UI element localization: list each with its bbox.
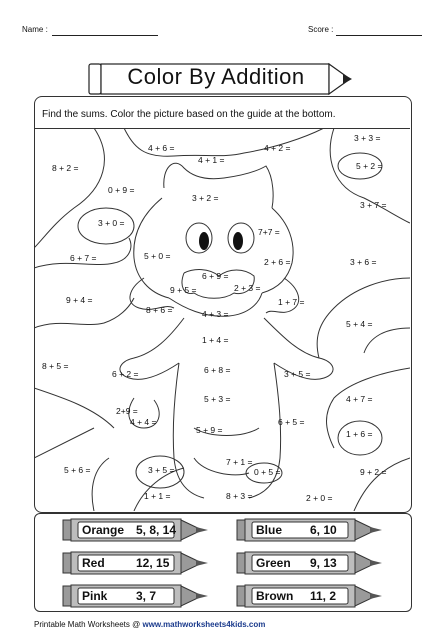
footer bbox=[34, 620, 265, 629]
equation-label: 4 + 3 = bbox=[202, 309, 229, 319]
equation-label: 8 + 6 = bbox=[146, 305, 173, 315]
equation-label: 3 + 0 = bbox=[98, 218, 125, 228]
name-field[interactable] bbox=[52, 26, 158, 36]
equation-label: 4 + 2 = bbox=[264, 143, 291, 153]
equation-label: 7 + 1 = bbox=[226, 457, 253, 467]
crayon-color-name: Brown bbox=[256, 589, 294, 603]
equation-label: 2 + 3 = bbox=[234, 283, 261, 293]
equation-label: 3 + 5 = bbox=[148, 465, 175, 475]
left-eye bbox=[199, 232, 209, 250]
region-outline bbox=[92, 458, 109, 511]
region-outline bbox=[34, 388, 114, 428]
equation-label: 2 + 0 = bbox=[306, 493, 333, 503]
crayon-color-name: Red bbox=[82, 556, 105, 570]
equation-label: 5 + 9 = bbox=[196, 425, 223, 435]
region-outline bbox=[34, 128, 104, 248]
equation-label: 3 + 2 = bbox=[192, 193, 219, 203]
region-outline bbox=[34, 428, 94, 458]
equation-label: 9 + 2 = bbox=[360, 467, 387, 477]
equation-label: 0 + 5 = bbox=[254, 467, 281, 477]
region-outline bbox=[364, 328, 410, 353]
equation-label: 5 + 4 = bbox=[346, 319, 373, 329]
equation-label: 8 + 2 = bbox=[52, 163, 79, 173]
equation-label: 4 + 4 = bbox=[130, 417, 157, 427]
score-label: Score : bbox=[308, 25, 334, 34]
equation-label: 3 + 7 = bbox=[360, 200, 387, 210]
equation-label: 7+7 = bbox=[258, 227, 280, 237]
equation-label: 6 + 7 = bbox=[70, 253, 97, 263]
instructions: Find the sums. Color the picture based on the guide at the bottom. bbox=[42, 109, 336, 120]
equation-label: 1 + 1 = bbox=[144, 491, 171, 501]
equation-label: 6 + 5 = bbox=[278, 417, 305, 427]
crayon-numbers: 3, 7 bbox=[136, 589, 157, 603]
right-eye bbox=[233, 232, 243, 250]
crayon-color-name: Orange bbox=[82, 523, 125, 537]
score-field[interactable] bbox=[336, 26, 422, 36]
region-outline bbox=[317, 278, 410, 358]
crayon-color-name: Blue bbox=[256, 523, 283, 537]
equation-label: 4 + 7 = bbox=[346, 394, 373, 404]
region-outline bbox=[354, 458, 410, 511]
name-label: Name : bbox=[22, 25, 48, 34]
page-title: Color By Addition bbox=[127, 64, 305, 89]
equation-label: 1 + 7 = bbox=[278, 297, 305, 307]
equation-label: 5 + 6 = bbox=[64, 465, 91, 475]
equation-label: 2 + 6 = bbox=[264, 257, 291, 267]
equation-label: 3 + 3 = bbox=[354, 133, 381, 143]
crayon-numbers: 11, 2 bbox=[310, 589, 337, 603]
equation-label: 8 + 3 = bbox=[226, 491, 253, 501]
equation-label: 8 + 5 = bbox=[42, 361, 69, 371]
equation-label: 3 + 5 = bbox=[284, 369, 311, 379]
equation-label: 2+9 = bbox=[116, 406, 138, 416]
equation-label: 5 + 0 = bbox=[144, 251, 171, 261]
footer-url[interactable]: www.mathworksheets4kids.com bbox=[142, 620, 266, 629]
crayon-numbers: 5, 8, 14 bbox=[136, 523, 177, 537]
equation-label: 6 + 8 = bbox=[204, 365, 231, 375]
equation-label: 4 + 1 = bbox=[198, 155, 225, 165]
crayon-numbers: 12, 15 bbox=[136, 556, 170, 570]
equation-label: 1 + 6 = bbox=[346, 429, 373, 439]
equation-label: 4 + 6 = bbox=[148, 143, 175, 153]
crayon-numbers: 9, 13 bbox=[310, 556, 337, 570]
equation-label: 6 + 2 = bbox=[112, 369, 139, 379]
crayon-numbers: 6, 10 bbox=[310, 523, 337, 537]
equation-label: 5 + 3 = bbox=[204, 394, 231, 404]
region-outline bbox=[134, 198, 169, 298]
footer-text: Printable Math Worksheets @ bbox=[34, 620, 143, 629]
equation-label: 1 + 4 = bbox=[202, 335, 229, 345]
equation-label: 5 + 2 = bbox=[356, 161, 383, 171]
region-outline bbox=[266, 278, 299, 313]
crayon-color-name: Pink bbox=[82, 589, 108, 603]
equation-label: 0 + 9 = bbox=[108, 185, 135, 195]
equation-label: 9 + 4 = bbox=[66, 295, 93, 305]
equation-label: 3 + 6 = bbox=[350, 257, 377, 267]
equation-label: 6 + 9 = bbox=[202, 271, 229, 281]
region-outline bbox=[262, 208, 293, 293]
crayon-color-name: Green bbox=[256, 556, 291, 570]
equation-label: 9 + 5 = bbox=[170, 285, 197, 295]
